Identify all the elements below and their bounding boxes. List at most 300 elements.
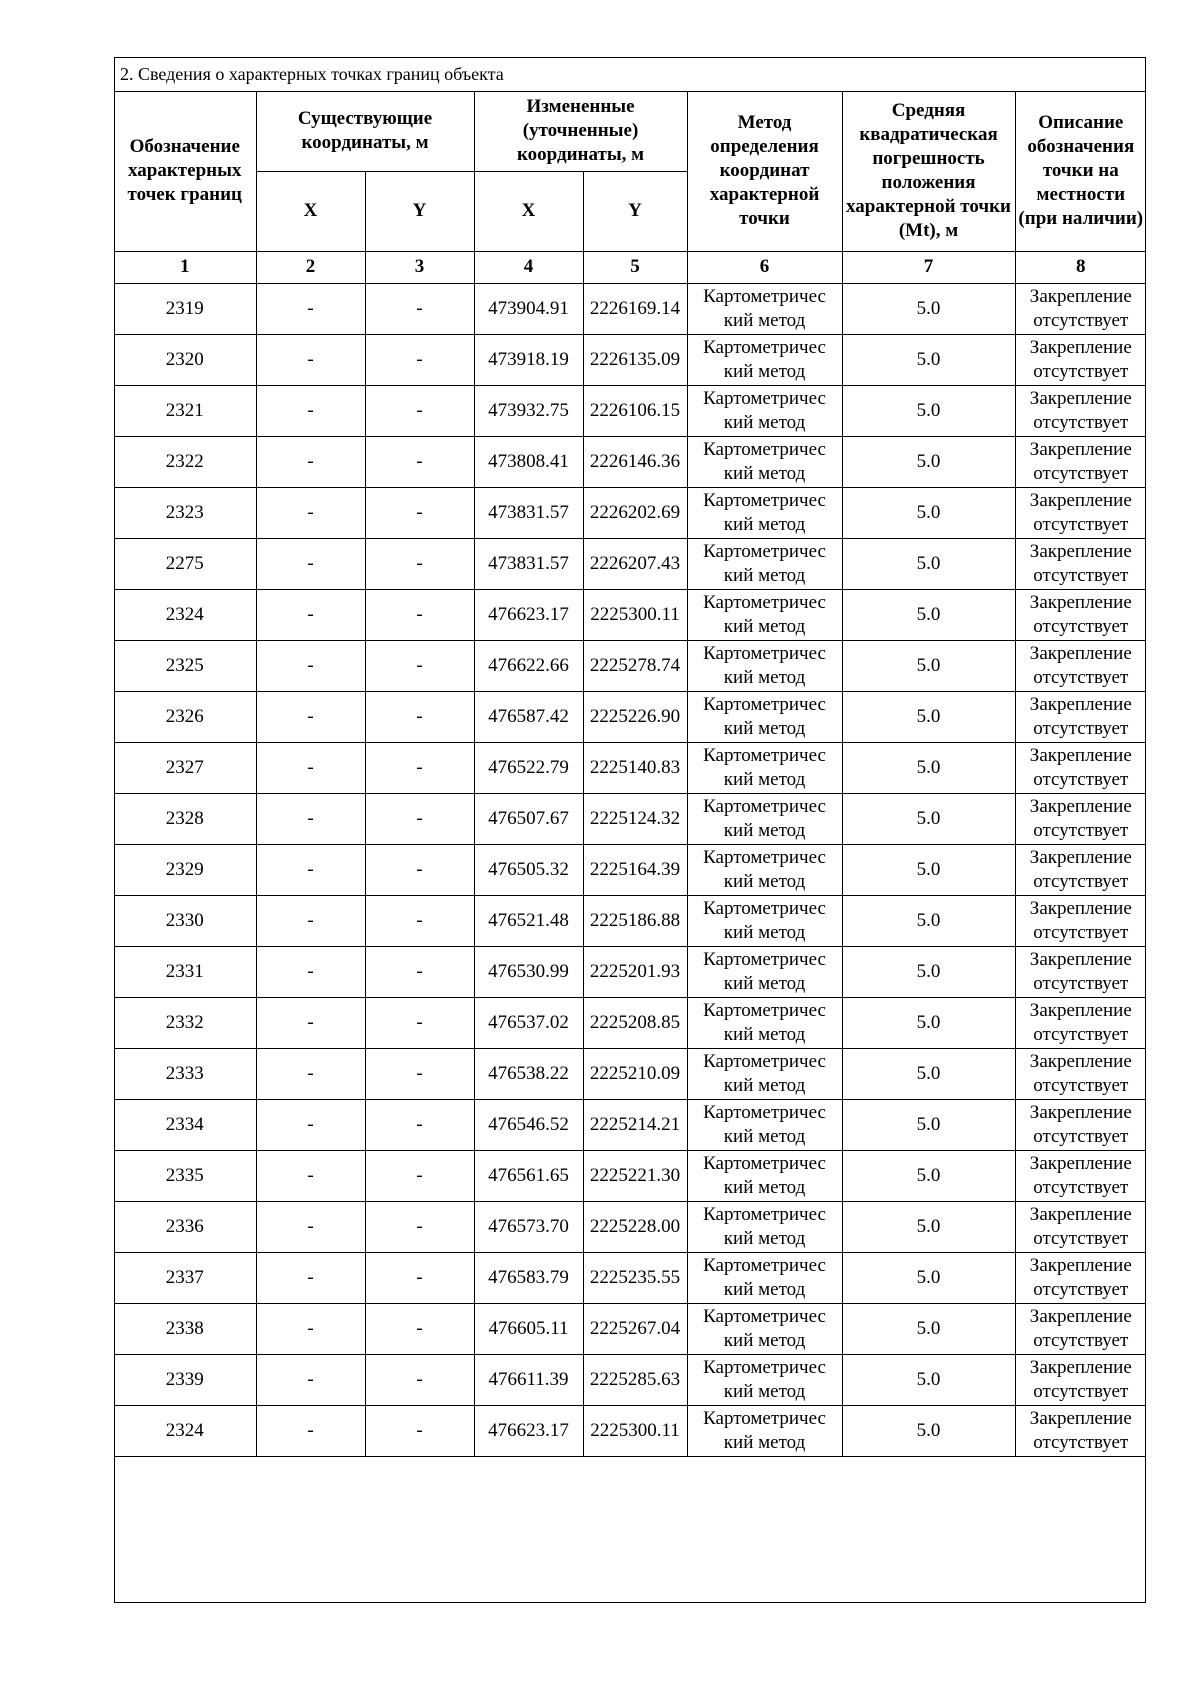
existing-y-cell: - <box>365 1252 474 1303</box>
method-line: Картометричес <box>703 999 826 1021</box>
existing-y-cell: - <box>365 589 474 640</box>
mean-error-cell: 5.0 <box>842 946 1015 997</box>
description-line: Закрепление <box>1029 1050 1132 1072</box>
changed-y-cell: 2225208.85 <box>583 997 687 1048</box>
changed-y-cell: 2225300.11 <box>583 1405 687 1456</box>
method-line: Картометричес <box>703 1356 826 1378</box>
method-line: кий метод <box>723 819 806 841</box>
table-row <box>114 283 1146 334</box>
method-cell <box>687 436 842 487</box>
method-line: Картометричес <box>703 642 826 664</box>
description-line: отсутствует <box>1033 768 1129 790</box>
description-cell <box>1015 1405 1146 1456</box>
changed-x-cell: 476622.66 <box>474 640 583 691</box>
existing-y-cell: - <box>365 1303 474 1354</box>
description-line: Закрепление <box>1029 846 1132 868</box>
changed-x-cell: 473831.57 <box>474 487 583 538</box>
description-cell <box>1015 1099 1146 1150</box>
method-line: кий метод <box>723 360 806 382</box>
existing-x-cell: - <box>256 1201 365 1252</box>
description-cell <box>1015 997 1146 1048</box>
changed-x-cell: 476505.32 <box>474 844 583 895</box>
changed-x-cell: 476605.11 <box>474 1303 583 1354</box>
description-line: Закрепление <box>1029 489 1132 511</box>
method-cell <box>687 1201 842 1252</box>
method-line: Картометричес <box>703 1254 826 1276</box>
point-id-cell: 2333 <box>114 1048 256 1099</box>
description-line: отсутствует <box>1033 1074 1129 1096</box>
description-line: Закрепление <box>1029 999 1132 1021</box>
method-cell <box>687 1252 842 1303</box>
existing-x-cell: - <box>256 1048 365 1099</box>
changed-x-cell: 473808.41 <box>474 436 583 487</box>
mean-error-cell: 5.0 <box>842 1252 1015 1303</box>
method-line: Картометричес <box>703 1203 826 1225</box>
column-number-row <box>114 251 1146 283</box>
method-line: кий метод <box>723 462 806 484</box>
method-line: Картометричес <box>703 1152 826 1174</box>
description-line: отсутствует <box>1033 717 1129 739</box>
existing-x-cell: - <box>256 1150 365 1201</box>
method-cell <box>687 1099 842 1150</box>
point-id-cell: 2322 <box>114 436 256 487</box>
description-line: Закрепление <box>1029 693 1132 715</box>
existing-x-cell: - <box>256 691 365 742</box>
point-id-cell: 2331 <box>114 946 256 997</box>
changed-y-cell: 2225201.93 <box>583 946 687 997</box>
table-row <box>114 385 1146 436</box>
table-row <box>114 334 1146 385</box>
description-line: отсутствует <box>1033 411 1129 433</box>
existing-x-cell: - <box>256 487 365 538</box>
existing-x-cell: - <box>256 640 365 691</box>
description-line: Закрепление <box>1029 1356 1132 1378</box>
description-cell <box>1015 1048 1146 1099</box>
changed-y-cell: 2226135.09 <box>583 334 687 385</box>
point-id-cell: 2336 <box>114 1201 256 1252</box>
method-line: кий метод <box>723 921 806 943</box>
description-line: отсутствует <box>1033 1176 1129 1198</box>
description-line: отсутствует <box>1033 360 1129 382</box>
existing-y-cell: - <box>365 487 474 538</box>
table-row <box>114 589 1146 640</box>
description-cell <box>1015 385 1146 436</box>
description-cell <box>1015 1252 1146 1303</box>
point-id-cell: 2320 <box>114 334 256 385</box>
header-row <box>114 91 1146 171</box>
table-row <box>114 691 1146 742</box>
point-id-cell: 2321 <box>114 385 256 436</box>
existing-y-cell: - <box>365 1048 474 1099</box>
table-row <box>114 997 1146 1048</box>
description-line: отсутствует <box>1033 462 1129 484</box>
changed-y-cell: 2225267.04 <box>583 1303 687 1354</box>
method-line: кий метод <box>723 1227 806 1249</box>
changed-x-cell: 473831.57 <box>474 538 583 589</box>
method-line: кий метод <box>723 870 806 892</box>
description-line: Закрепление <box>1029 1305 1132 1327</box>
existing-x-cell: - <box>256 1303 365 1354</box>
header-changed-x: X <box>474 171 583 251</box>
method-cell <box>687 385 842 436</box>
header-existing-x: X <box>256 171 365 251</box>
method-line: кий метод <box>723 1329 806 1351</box>
points-table-body <box>114 283 1146 1456</box>
changed-y-cell: 2225226.90 <box>583 691 687 742</box>
method-cell <box>687 997 842 1048</box>
table-row <box>114 793 1146 844</box>
description-cell <box>1015 589 1146 640</box>
changed-x-cell: 476537.02 <box>474 997 583 1048</box>
method-line: Картометричес <box>703 285 826 307</box>
header-mean-error: Средняя квадратическая погрешность положения характерной точки (Mt), м <box>842 91 1015 251</box>
method-line: Картометричес <box>703 438 826 460</box>
mean-error-cell: 5.0 <box>842 1303 1015 1354</box>
description-line: отсутствует <box>1033 564 1129 586</box>
method-cell <box>687 844 842 895</box>
description-line: Закрепление <box>1029 336 1132 358</box>
mean-error-cell: 5.0 <box>842 1150 1015 1201</box>
description-cell <box>1015 946 1146 997</box>
method-line: Картометричес <box>703 336 826 358</box>
description-line: отсутствует <box>1033 1380 1129 1402</box>
method-line: Картометричес <box>703 1407 826 1429</box>
changed-y-cell: 2226207.43 <box>583 538 687 589</box>
method-line: Картометричес <box>703 897 826 919</box>
description-line: Закрепление <box>1029 1203 1132 1225</box>
method-line: Картометричес <box>703 1101 826 1123</box>
existing-x-cell: - <box>256 589 365 640</box>
points-table <box>114 91 1146 1457</box>
existing-x-cell: - <box>256 1099 365 1150</box>
changed-x-cell: 473918.19 <box>474 334 583 385</box>
mean-error-cell: 5.0 <box>842 1099 1015 1150</box>
mean-error-cell: 5.0 <box>842 793 1015 844</box>
mean-error-cell: 5.0 <box>842 844 1015 895</box>
existing-x-cell: - <box>256 334 365 385</box>
existing-y-cell: - <box>365 844 474 895</box>
changed-x-cell: 476521.48 <box>474 895 583 946</box>
description-line: отсутствует <box>1033 1125 1129 1147</box>
existing-y-cell: - <box>365 538 474 589</box>
existing-x-cell: - <box>256 844 365 895</box>
changed-y-cell: 2225228.00 <box>583 1201 687 1252</box>
description-cell <box>1015 538 1146 589</box>
description-line: отсутствует <box>1033 513 1129 535</box>
description-line: Закрепление <box>1029 285 1132 307</box>
changed-x-cell: 476623.17 <box>474 589 583 640</box>
mean-error-cell: 5.0 <box>842 1405 1015 1456</box>
changed-x-cell: 473932.75 <box>474 385 583 436</box>
description-cell <box>1015 487 1146 538</box>
point-id-cell: 2275 <box>114 538 256 589</box>
description-cell <box>1015 793 1146 844</box>
existing-x-cell: - <box>256 436 365 487</box>
header-changed-coords: Измененные (уточненные) координаты, м <box>474 91 687 171</box>
mean-error-cell: 5.0 <box>842 1201 1015 1252</box>
description-cell <box>1015 1150 1146 1201</box>
method-line: кий метод <box>723 717 806 739</box>
description-cell <box>1015 1303 1146 1354</box>
column-number: 2 <box>256 251 365 283</box>
existing-y-cell: - <box>365 1354 474 1405</box>
existing-x-cell: - <box>256 283 365 334</box>
method-cell <box>687 793 842 844</box>
changed-y-cell: 2225285.63 <box>583 1354 687 1405</box>
description-line: Закрепление <box>1029 744 1132 766</box>
method-line: Картометричес <box>703 846 826 868</box>
description-line: Закрепление <box>1029 1254 1132 1276</box>
description-line: Закрепление <box>1029 438 1132 460</box>
mean-error-cell: 5.0 <box>842 436 1015 487</box>
changed-x-cell: 476573.70 <box>474 1201 583 1252</box>
mean-error-cell: 5.0 <box>842 487 1015 538</box>
description-line: отсутствует <box>1033 1329 1129 1351</box>
description-cell <box>1015 844 1146 895</box>
method-line: Картометричес <box>703 489 826 511</box>
existing-y-cell: - <box>365 334 474 385</box>
point-id-cell: 2332 <box>114 997 256 1048</box>
changed-y-cell: 2225235.55 <box>583 1252 687 1303</box>
changed-y-cell: 2225214.21 <box>583 1099 687 1150</box>
method-line: кий метод <box>723 666 806 688</box>
description-cell <box>1015 283 1146 334</box>
method-line: кий метод <box>723 1431 806 1453</box>
method-line: кий метод <box>723 768 806 790</box>
point-id-cell: 2338 <box>114 1303 256 1354</box>
existing-y-cell: - <box>365 436 474 487</box>
existing-y-cell: - <box>365 283 474 334</box>
changed-x-cell: 476546.52 <box>474 1099 583 1150</box>
method-line: Картометричес <box>703 795 826 817</box>
existing-y-cell: - <box>365 640 474 691</box>
table-row <box>114 1354 1146 1405</box>
column-number: 7 <box>842 251 1015 283</box>
description-cell <box>1015 895 1146 946</box>
table-row <box>114 1252 1146 1303</box>
method-line: кий метод <box>723 1023 806 1045</box>
description-line: Закрепление <box>1029 795 1132 817</box>
table-row <box>114 538 1146 589</box>
mean-error-cell: 5.0 <box>842 1048 1015 1099</box>
description-line: отсутствует <box>1033 666 1129 688</box>
method-line: Картометричес <box>703 948 826 970</box>
table-row <box>114 1048 1146 1099</box>
changed-y-cell: 2225186.88 <box>583 895 687 946</box>
column-number: 3 <box>365 251 474 283</box>
changed-y-cell: 2225164.39 <box>583 844 687 895</box>
changed-x-cell: 476507.67 <box>474 793 583 844</box>
method-line: Картометричес <box>703 387 826 409</box>
method-line: кий метод <box>723 1125 806 1147</box>
existing-x-cell: - <box>256 946 365 997</box>
existing-x-cell: - <box>256 742 365 793</box>
existing-x-cell: - <box>256 1252 365 1303</box>
method-line: кий метод <box>723 615 806 637</box>
description-line: отсутствует <box>1033 921 1129 943</box>
method-cell <box>687 742 842 793</box>
header-existing-y: Y <box>365 171 474 251</box>
existing-y-cell: - <box>365 793 474 844</box>
description-line: Закрепление <box>1029 642 1132 664</box>
description-cell <box>1015 436 1146 487</box>
method-cell <box>687 589 842 640</box>
description-line: Закрепление <box>1029 1101 1132 1123</box>
header-designation: Обозначение характерных точек границ <box>114 91 256 251</box>
point-id-cell: 2337 <box>114 1252 256 1303</box>
mean-error-cell: 5.0 <box>842 283 1015 334</box>
table-row <box>114 1303 1146 1354</box>
method-cell <box>687 640 842 691</box>
method-line: кий метод <box>723 411 806 433</box>
existing-y-cell: - <box>365 997 474 1048</box>
table-row <box>114 1150 1146 1201</box>
point-id-cell: 2324 <box>114 1405 256 1456</box>
existing-x-cell: - <box>256 895 365 946</box>
changed-x-cell: 476522.79 <box>474 742 583 793</box>
method-line: кий метод <box>723 564 806 586</box>
description-cell <box>1015 334 1146 385</box>
changed-x-cell: 476611.39 <box>474 1354 583 1405</box>
column-number: 1 <box>114 251 256 283</box>
point-id-cell: 2323 <box>114 487 256 538</box>
table-row <box>114 895 1146 946</box>
method-cell <box>687 691 842 742</box>
mean-error-cell: 5.0 <box>842 538 1015 589</box>
changed-x-cell: 476530.99 <box>474 946 583 997</box>
changed-y-cell: 2226106.15 <box>583 385 687 436</box>
existing-y-cell: - <box>365 691 474 742</box>
table-row <box>114 436 1146 487</box>
mean-error-cell: 5.0 <box>842 385 1015 436</box>
changed-y-cell: 2226146.36 <box>583 436 687 487</box>
existing-y-cell: - <box>365 895 474 946</box>
column-number: 8 <box>1015 251 1146 283</box>
point-id-cell: 2324 <box>114 589 256 640</box>
changed-y-cell: 2225221.30 <box>583 1150 687 1201</box>
column-number: 4 <box>474 251 583 283</box>
changed-y-cell: 2225140.83 <box>583 742 687 793</box>
existing-y-cell: - <box>365 742 474 793</box>
column-number: 6 <box>687 251 842 283</box>
changed-x-cell: 476623.17 <box>474 1405 583 1456</box>
table-row <box>114 1099 1146 1150</box>
description-cell <box>1015 1354 1146 1405</box>
description-cell <box>1015 742 1146 793</box>
method-line: кий метод <box>723 309 806 331</box>
method-cell <box>687 538 842 589</box>
point-id-cell: 2328 <box>114 793 256 844</box>
method-cell <box>687 1048 842 1099</box>
method-line: кий метод <box>723 1380 806 1402</box>
description-cell <box>1015 1201 1146 1252</box>
method-line: Картометричес <box>703 591 826 613</box>
existing-y-cell: - <box>365 385 474 436</box>
mean-error-cell: 5.0 <box>842 691 1015 742</box>
description-line: отсутствует <box>1033 309 1129 331</box>
method-cell <box>687 283 842 334</box>
method-line: кий метод <box>723 1278 806 1300</box>
method-cell <box>687 1150 842 1201</box>
description-line: Закрепление <box>1029 540 1132 562</box>
changed-y-cell: 2226169.14 <box>583 283 687 334</box>
changed-y-cell: 2225210.09 <box>583 1048 687 1099</box>
description-cell <box>1015 640 1146 691</box>
changed-x-cell: 476587.42 <box>474 691 583 742</box>
method-line: Картометричес <box>703 744 826 766</box>
description-line: отсутствует <box>1033 1023 1129 1045</box>
table-row <box>114 946 1146 997</box>
method-line: кий метод <box>723 1074 806 1096</box>
table-row <box>114 1201 1146 1252</box>
table-row <box>114 487 1146 538</box>
mean-error-cell: 5.0 <box>842 1354 1015 1405</box>
method-line: Картометричес <box>703 1050 826 1072</box>
description-line: Закрепление <box>1029 387 1132 409</box>
method-cell <box>687 1405 842 1456</box>
description-line: отсутствует <box>1033 1431 1129 1453</box>
changed-x-cell: 476561.65 <box>474 1150 583 1201</box>
existing-y-cell: - <box>365 946 474 997</box>
document-frame <box>114 57 1146 1603</box>
method-line: кий метод <box>723 513 806 535</box>
point-id-cell: 2326 <box>114 691 256 742</box>
existing-x-cell: - <box>256 793 365 844</box>
changed-y-cell: 2225278.74 <box>583 640 687 691</box>
description-line: отсутствует <box>1033 615 1129 637</box>
method-cell <box>687 895 842 946</box>
mean-error-cell: 5.0 <box>842 997 1015 1048</box>
point-id-cell: 2334 <box>114 1099 256 1150</box>
description-line: Закрепление <box>1029 948 1132 970</box>
header-description: Описание обозначения точки на местности (при наличии) <box>1015 91 1146 251</box>
method-line: Картометричес <box>703 540 826 562</box>
existing-y-cell: - <box>365 1099 474 1150</box>
method-line: Картометричес <box>703 693 826 715</box>
changed-y-cell: 2225300.11 <box>583 589 687 640</box>
method-line: Картометричес <box>703 1305 826 1327</box>
table-row <box>114 640 1146 691</box>
existing-y-cell: - <box>365 1201 474 1252</box>
method-cell <box>687 946 842 997</box>
description-line: Закрепление <box>1029 1152 1132 1174</box>
changed-y-cell: 2226202.69 <box>583 487 687 538</box>
existing-x-cell: - <box>256 1405 365 1456</box>
description-line: Закрепление <box>1029 897 1132 919</box>
point-id-cell: 2330 <box>114 895 256 946</box>
mean-error-cell: 5.0 <box>842 334 1015 385</box>
changed-x-cell: 473904.91 <box>474 283 583 334</box>
existing-x-cell: - <box>256 1354 365 1405</box>
description-line: отсутствует <box>1033 1278 1129 1300</box>
existing-x-cell: - <box>256 538 365 589</box>
existing-x-cell: - <box>256 385 365 436</box>
mean-error-cell: 5.0 <box>842 640 1015 691</box>
point-id-cell: 2339 <box>114 1354 256 1405</box>
point-id-cell: 2329 <box>114 844 256 895</box>
table-row <box>114 844 1146 895</box>
method-cell <box>687 487 842 538</box>
description-line: отсутствует <box>1033 1227 1129 1249</box>
method-line: кий метод <box>723 1176 806 1198</box>
existing-y-cell: - <box>365 1150 474 1201</box>
method-cell <box>687 1354 842 1405</box>
description-line: Закрепление <box>1029 591 1132 613</box>
mean-error-cell: 5.0 <box>842 742 1015 793</box>
description-line: отсутствует <box>1033 819 1129 841</box>
point-id-cell: 2319 <box>114 283 256 334</box>
table-row <box>114 742 1146 793</box>
